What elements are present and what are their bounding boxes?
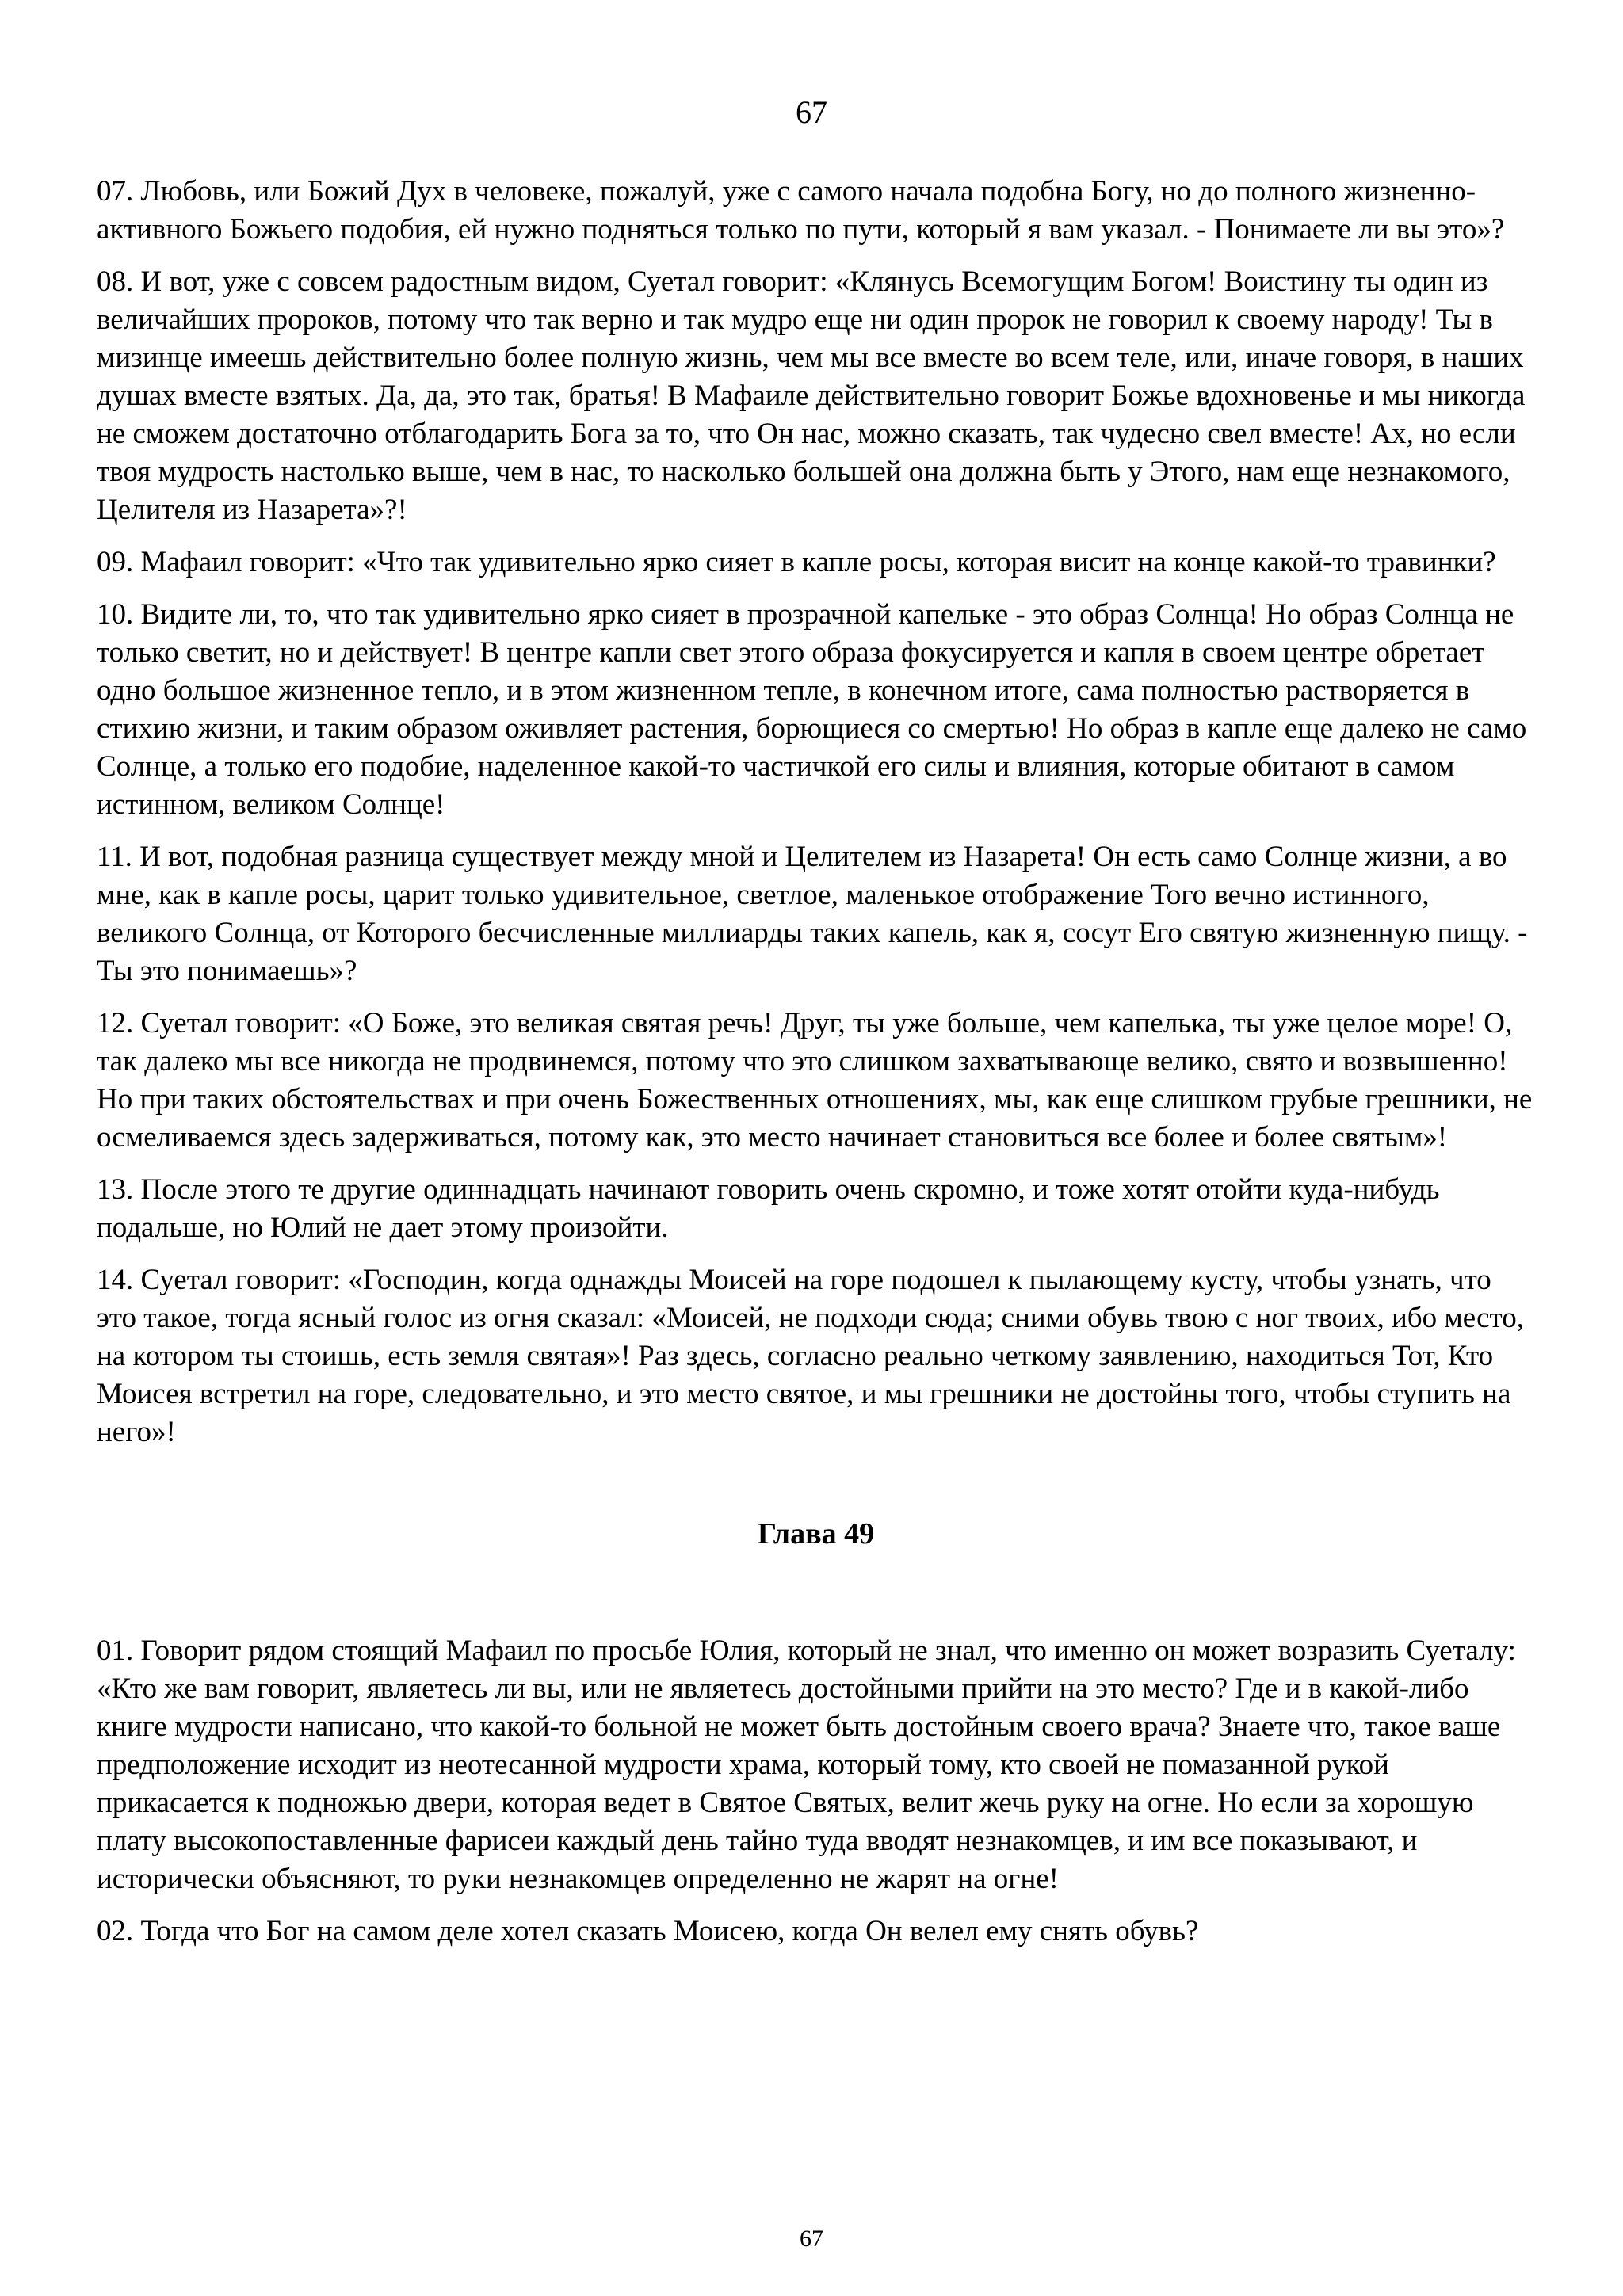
paragraph-07: 07. Любовь, или Божий Дух в человеке, пожалуй, уже с самого начала подобна Богу, но до полного жизненно-активного Божьего подобия, ей нужно подняться только по пути, который я вам указал. - Понимаете ли вы это»? [97, 175, 1505, 246]
paragraph-09: 09. Мафаил говорит: «Что так удивительно ярко сияет в капле росы, которая висит на конце какой-то травинки? [97, 546, 1496, 578]
page-content [97, 173, 1535, 1965]
paragraph-10: 10. Видите ли, то, что так удивительно ярко сияет в прозрачной капельке - это образ Солнца! Но образ Солнца не только светит, но и действует! В центре капли свет этого образа фокусируется и капля в своем центре обретает одно большое жизненное тепло, и в этом жизненном тепле, в конечном итоге, сама полностью растворяется в стихию жизни, и таким образом оживляет растения, борющиеся со смертью! Но образ в капле еще далеко не само Солнце, а только его подобие, наделенное какой-то частичкой его силы и влияния, которые обитают в самом истинном, великом Солнце! [97, 598, 1527, 821]
chapter-title: Глава 49 [757, 1517, 875, 1550]
paragraph-12: 12. Суетал говорит: «О Боже, это великая святая речь! Друг, ты уже больше, чем капелька, ты уже целое море! О, так далеко мы все никогда не продвинемся, потому что это слишком захватывающе велико, свято и возвышенно! Но при таких обстоятельствах и при очень Божественных отношениях, мы, как еще слишком грубые грешники, не осмеливаемся здесь задерживаться, потому как, это место начинает становиться все более и более святым»! [97, 1007, 1533, 1154]
paragraph-13: 13. После этого те другие одиннадцать начинают говорить очень скромно, и тоже хотят отойти куда-нибудь подальше, но Юлий не дает этому произойти. [97, 1173, 1440, 1244]
paragraph-08: 08. И вот, уже с совсем радостным видом, Суетал говорит: «Клянусь Всемогущим Богом! Воистину ты один из величайших пророков, потому что так верно и так мудро еще ни один пророк не говорил к своему народу! Ты в мизинце имеешь действительно более полную жизнь, чем мы все вместе во всем теле, или, иначе говоря, в наших душах вместе взятых. Да, да, это так, братья! В Мафаиле действительно говорит Божье вдохновенье и мы никогда не сможем достаточно отблагодарить Бога за то, что Он нас, можно сказать, так чудесно свел вместе! Ах, но если твоя мудрость настолько выше, чем в нас, то насколько большей она должна быть у Этого, нам еще незнакомого, Целителя из Назарета»?! [97, 265, 1526, 526]
page-number-top: 67 [796, 94, 827, 130]
chapter-paragraph-01: 01. Говорит рядом стоящий Мафаил по просьбе Юлия, который не знал, что именно он может возразить Суеталу: «Кто же вам говорит, являетесь ли вы, или не являетесь достойными прийти на это место? Где и в какой-либо книге мудрости написано, что какой-то больной не может быть достойным своего врача? Знаете что, такое ваше предположение исходит из неотесанной мудрости храма, который тому, кто своей не помазанной рукой прикасается к подножью двери, которая ведет в Святое Святых, велит жечь руку на огне. Но если за хорошую плату высокопоставленные фарисеи каждый день тайно туда вводят незнакомцев, и им все показывают, и исторически объясняют, то руки незнакомцев определенно не жарят на огне! [97, 1634, 1516, 1895]
paragraph-11: 11. И вот, подобная разница существует между мной и Целителем из Назарета! Он есть само Солнце жизни, а во мне, как в капле росы, царит только удивительное, светлое, маленькое отображение Того вечно истинного, великого Солнца, от Которого бесчисленные миллиарды таких капель, как я, сосут Его святую жизненную пищу. - Ты это понимаешь»? [97, 841, 1528, 987]
chapter-paragraph-02: 02. Тогда что Бог на самом деле хотел сказать Моисею, когда Он велел ему снять обувь? [97, 1915, 1199, 1947]
paragraph-14: 14. Суетал говорит: «Господин, когда однажды Моисей на горе подошел к пылающему кусту, чтобы узнать, что это такое, тогда ясный голос из огня сказал: «Моисей, не подходи сюда; сними обувь твою с ног твоих, ибо место, на котором ты стоишь, есть земля святая»! Раз здесь, согласно реально четкому заявлению, находиться Тот, Кто Моисея встретил на горе, следовательно, и это место святое, и мы грешники не достойны того, чтобы ступить на него»! [97, 1264, 1524, 1448]
page-number-bottom: 67 [800, 2225, 823, 2252]
